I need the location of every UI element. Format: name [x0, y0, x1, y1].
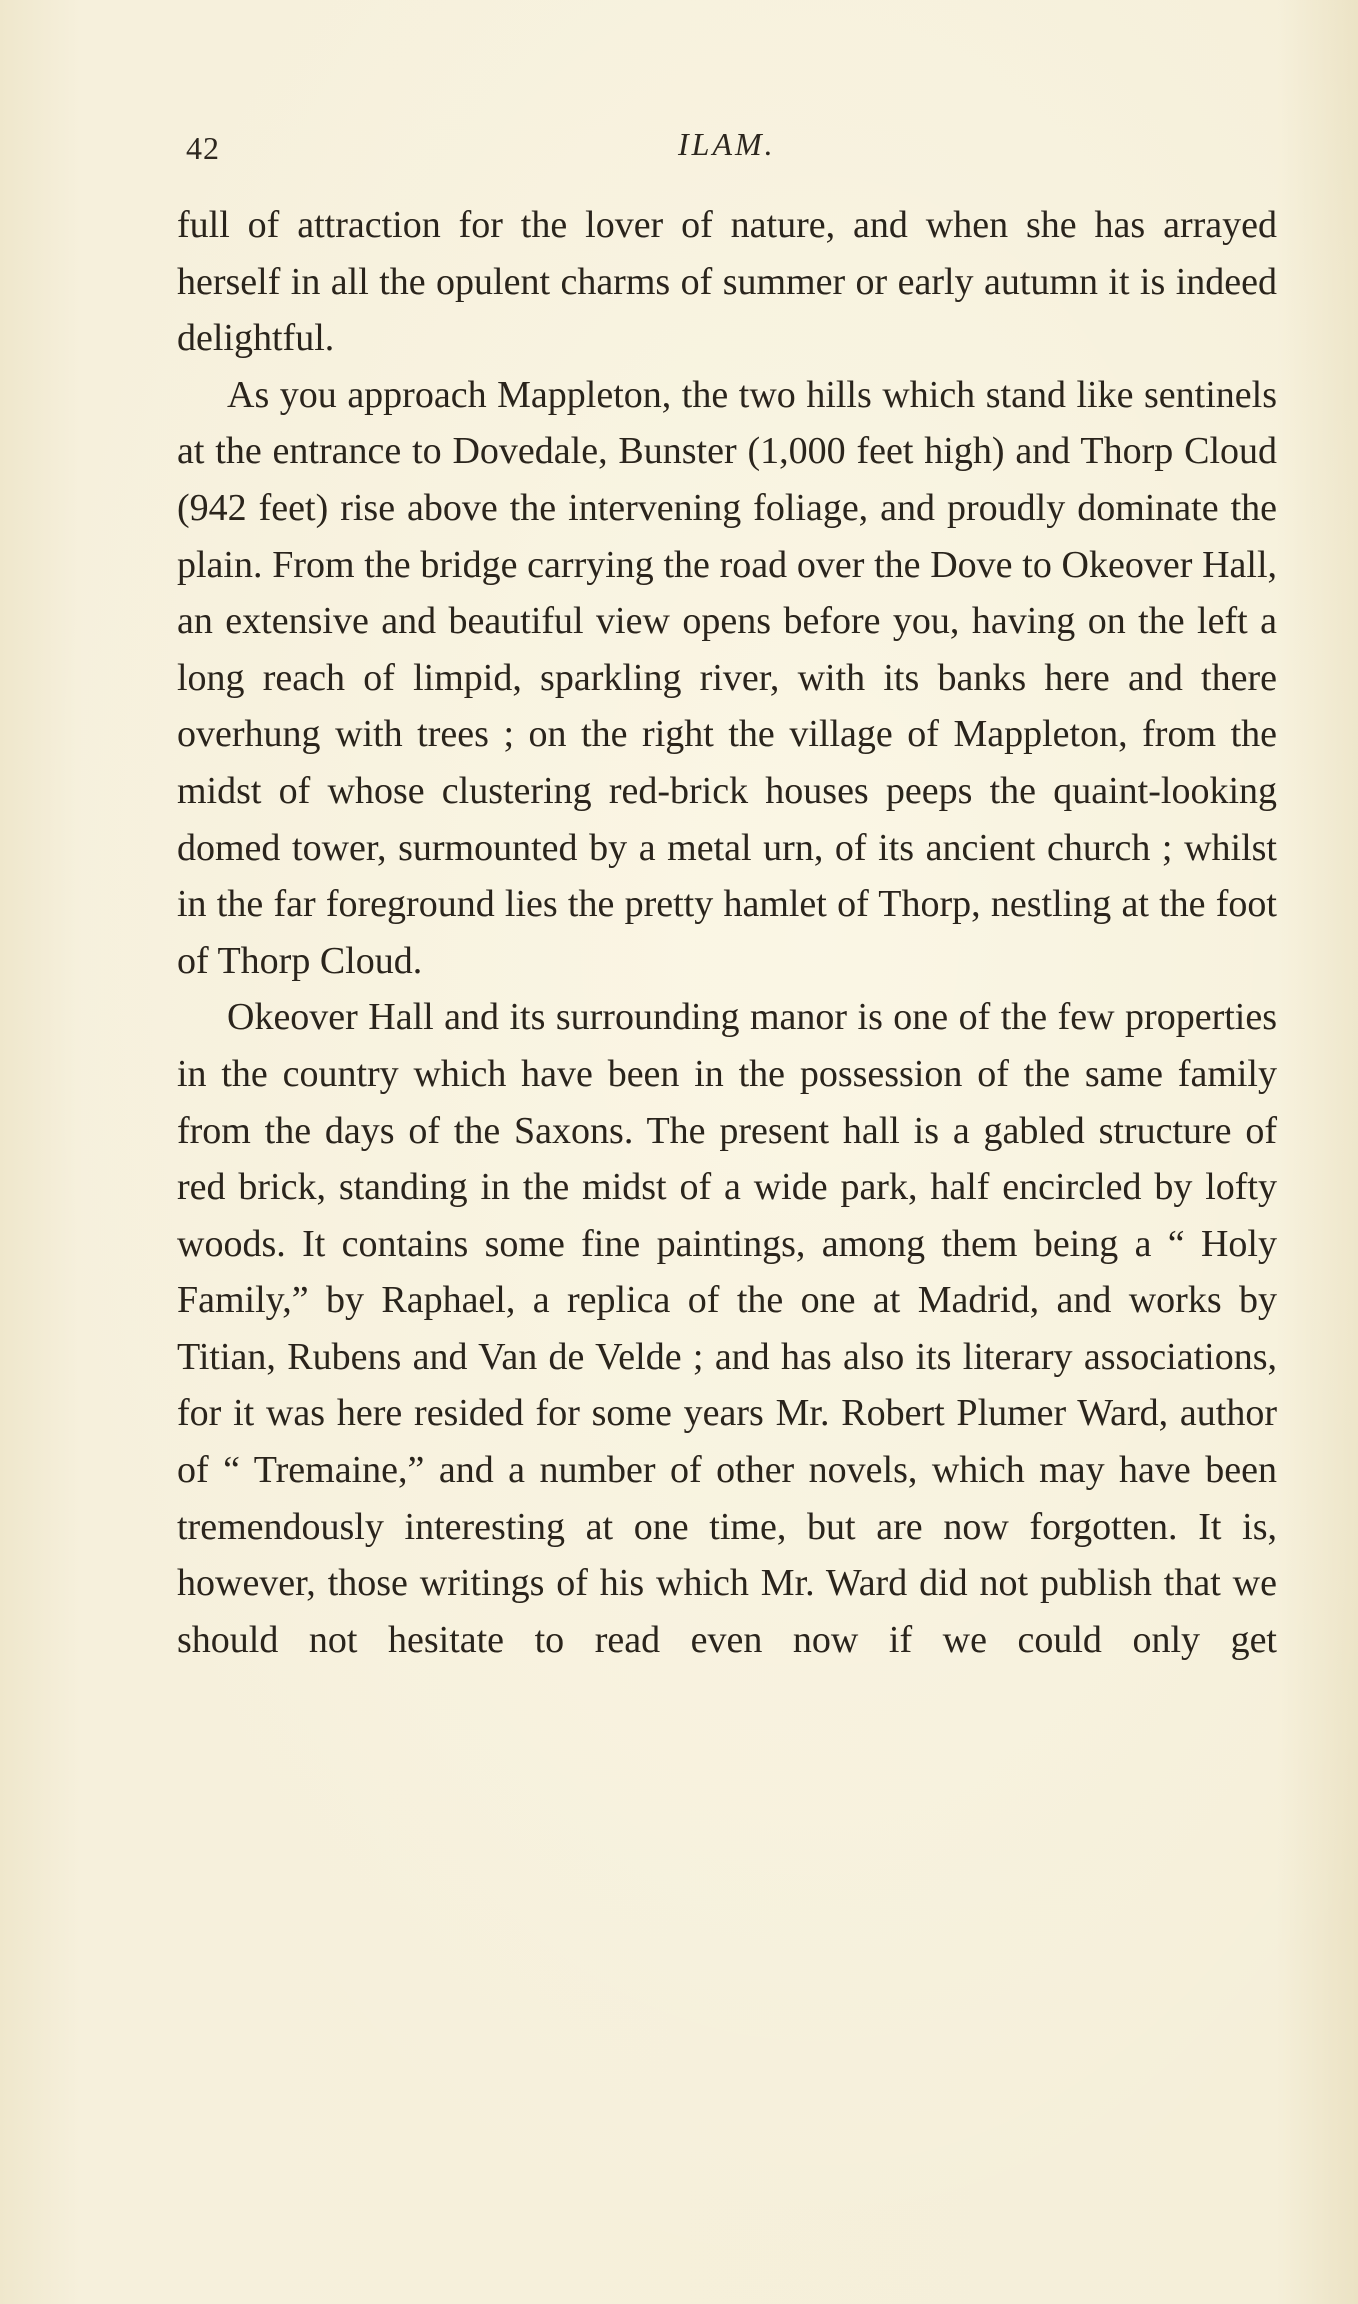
page-number: 42 [186, 130, 220, 166]
body-text [177, 197, 1277, 1668]
running-head [178, 122, 1278, 172]
running-title: ILAM. [678, 126, 776, 162]
paragraph-mappleton: As you approach Mappleton, the two hills which stand like sentinels at the entrance to Dovedale, Bunster (1,000 feet high) and Thorp Cloud (942 feet) rise above the intervening foliage, and proudly dominate the plain. From the bridge carrying the road over the Dove to Okeover Hall, an extensive and beautiful view opens before you, having on the left a long reach of limpid, sparkling river, with its banks here and there overhung with trees ; on the right the village of Mappleton, from the midst of whose clustering red-brick houses peeps the quaint-looking domed tower, surmounted by a metal urn, of its ancient church ; whilst in the far foreground lies the pretty hamlet of Thorp, nestling at the foot of Thorp Cloud. [177, 373, 1277, 982]
paragraph-okeover-hall: Okeover Hall and its surrounding manor is one of the few properties in the country which have been in the possession of the same family from the days of the Saxons. The present hall is a gabled structure of red brick, standing in the midst of a wide park, half encircled by lofty woods. It contains some fine paintings, among them being a “ Holy Family,” by Raphael, a replica of the one at Madrid, and works by Titian, Rubens and Van de Velde ; and has also its literary associations, for it was here resided for some years Mr. Robert Plumer Ward, author of “ Tremaine,” and a number of other novels, which may have been tremendously interesting at one time, but are now forgotten. It is, however, those writings of his which Mr. Ward did not publish that we should not hesitate to read even now if we could only get [177, 996, 1277, 1661]
paragraph-continued: full of attraction for the lover of nature, and when she has arrayed herself in all the opulent charms of summer or early autumn it is indeed delightful. [177, 204, 1277, 360]
